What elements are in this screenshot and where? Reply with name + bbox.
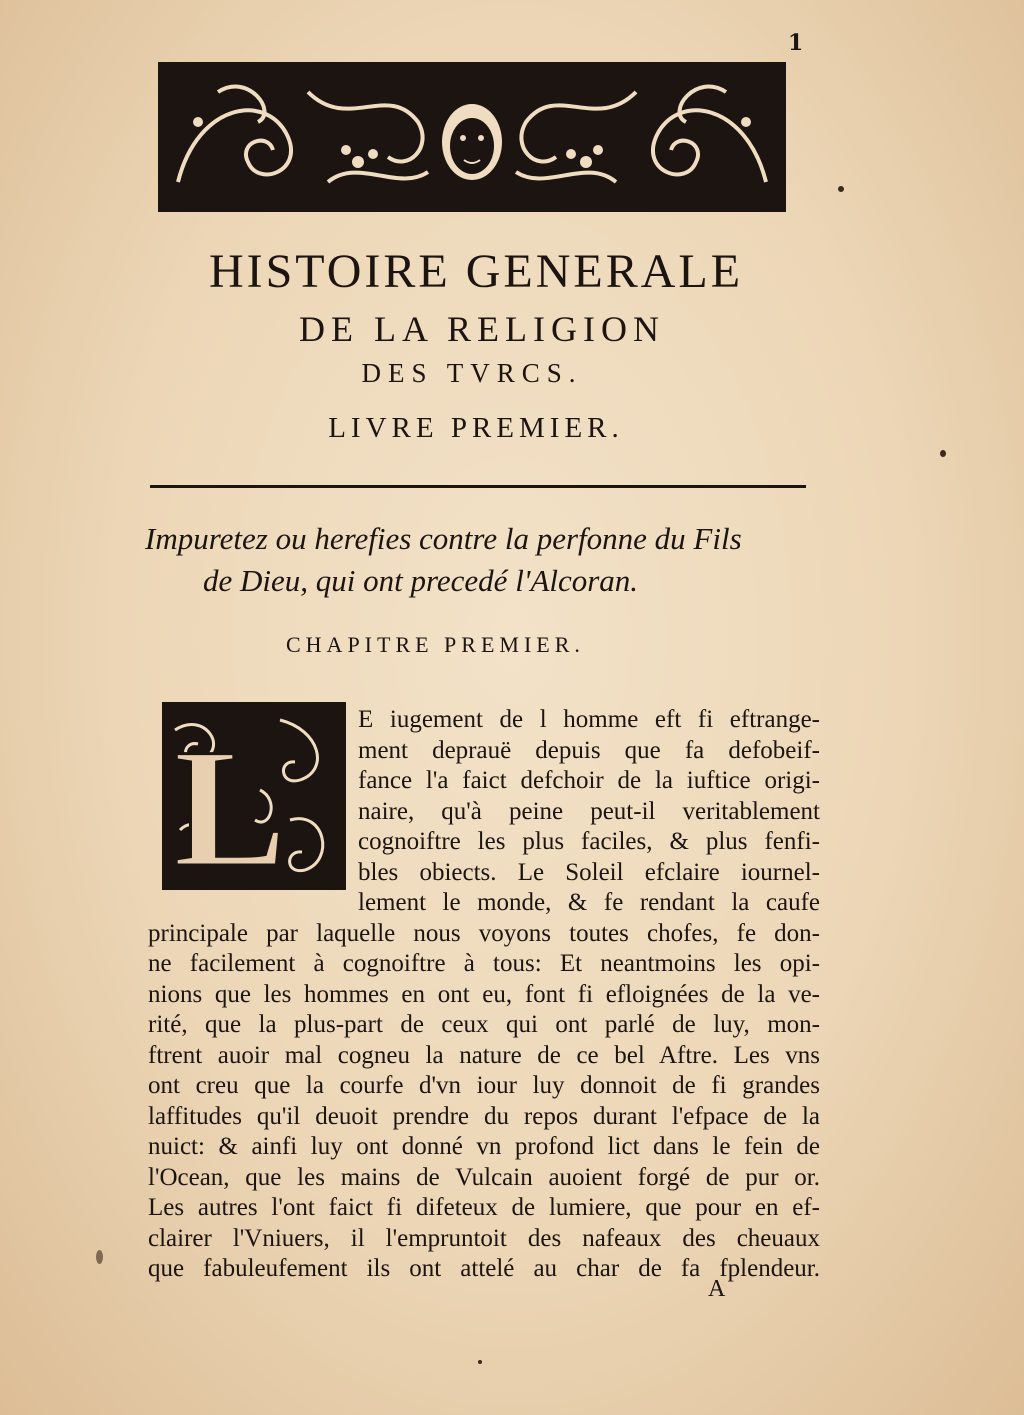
ink-speck <box>940 450 946 457</box>
chapter-title-line: Impuretez ou herefies contre la perfonne du Fils <box>145 521 742 556</box>
ink-speck <box>96 1250 103 1264</box>
text-line: fance l'a faict defchoir de la iuftice origi- <box>358 767 820 794</box>
text-line: cognoiftre les plus faciles, & plus fenfi- <box>358 828 820 855</box>
text-line: principale par laquelle nous voyons toutes chofes, fe don- <box>148 919 820 947</box>
chapter-heading: CHAPITRE PREMIER. <box>286 632 585 657</box>
text-line: naire, qu'à peine peut-il veritablement <box>358 797 820 825</box>
body-paragraph <box>148 888 820 1285</box>
text-line: bles obiects. Le Soleil efclaire iournel- <box>358 858 820 886</box>
book-heading: LIVRE PREMIER. <box>328 412 624 444</box>
ink-speck <box>838 186 844 192</box>
text-line: nions que les hommes en ont eu, font fi efloignées de la ve- <box>148 980 820 1008</box>
decorated-initial <box>160 700 348 892</box>
text-line: clairer l'Vniuers, il l'empruntoit des nafeaux des cheuaux <box>148 1224 820 1252</box>
chapter-title <box>145 518 825 602</box>
horizontal-rule <box>150 485 806 488</box>
text-line: ftrent auoir mal cogneu la nature de ce bel Aftre. Les vns <box>148 1041 820 1069</box>
decorated-initial-letter: L <box>173 714 287 892</box>
text-line: ne facilement à cognoiftre à tous: Et neantmoins les opi- <box>148 950 820 977</box>
text-line: laffitudes qu'il deuoit prendre du repos durant l'efpace de la <box>148 1102 820 1130</box>
title-subtitle: DE LA RELIGION <box>299 309 665 349</box>
body-paragraph-indented <box>358 705 820 888</box>
text-line: E iugement de l homme eft fi eftrange- <box>358 706 820 733</box>
chapter-title-line: de Dieu, qui ont precedé l'Alcoran. <box>203 563 639 598</box>
text-line: rité, que la plus-part de ceux qui ont parlé de luy, mon- <box>148 1011 820 1038</box>
title-subtitle-second: DES TVRCS. <box>361 358 583 388</box>
ornamental-headpiece <box>158 62 786 212</box>
page-number: 1 <box>788 30 804 56</box>
text-line: ont creu que la courfe d'vn iour luy donnoit de fi grandes <box>148 1072 820 1099</box>
text-line: nuict: & ainfi luy ont donné vn profond lict dans le fein de <box>148 1133 820 1160</box>
text-line: ment deprauë depuis que fa defobeif- <box>358 736 820 764</box>
ink-speck <box>478 1360 482 1364</box>
signature-mark: A <box>708 1276 726 1302</box>
text-line: Les autres l'ont faict fi difeteux de lumiere, que pour en ef- <box>148 1194 820 1221</box>
text-line: l'Ocean, que les mains de Vulcain auoient forgé de pur or. <box>148 1163 820 1191</box>
title-main: HISTOIRE GENERALE <box>208 245 744 298</box>
text-line: lement le monde, & fe rendant la caufe <box>358 889 820 916</box>
text-line: que fabuleufement ils ont attelé au char de fa fplendeur. <box>148 1255 820 1282</box>
